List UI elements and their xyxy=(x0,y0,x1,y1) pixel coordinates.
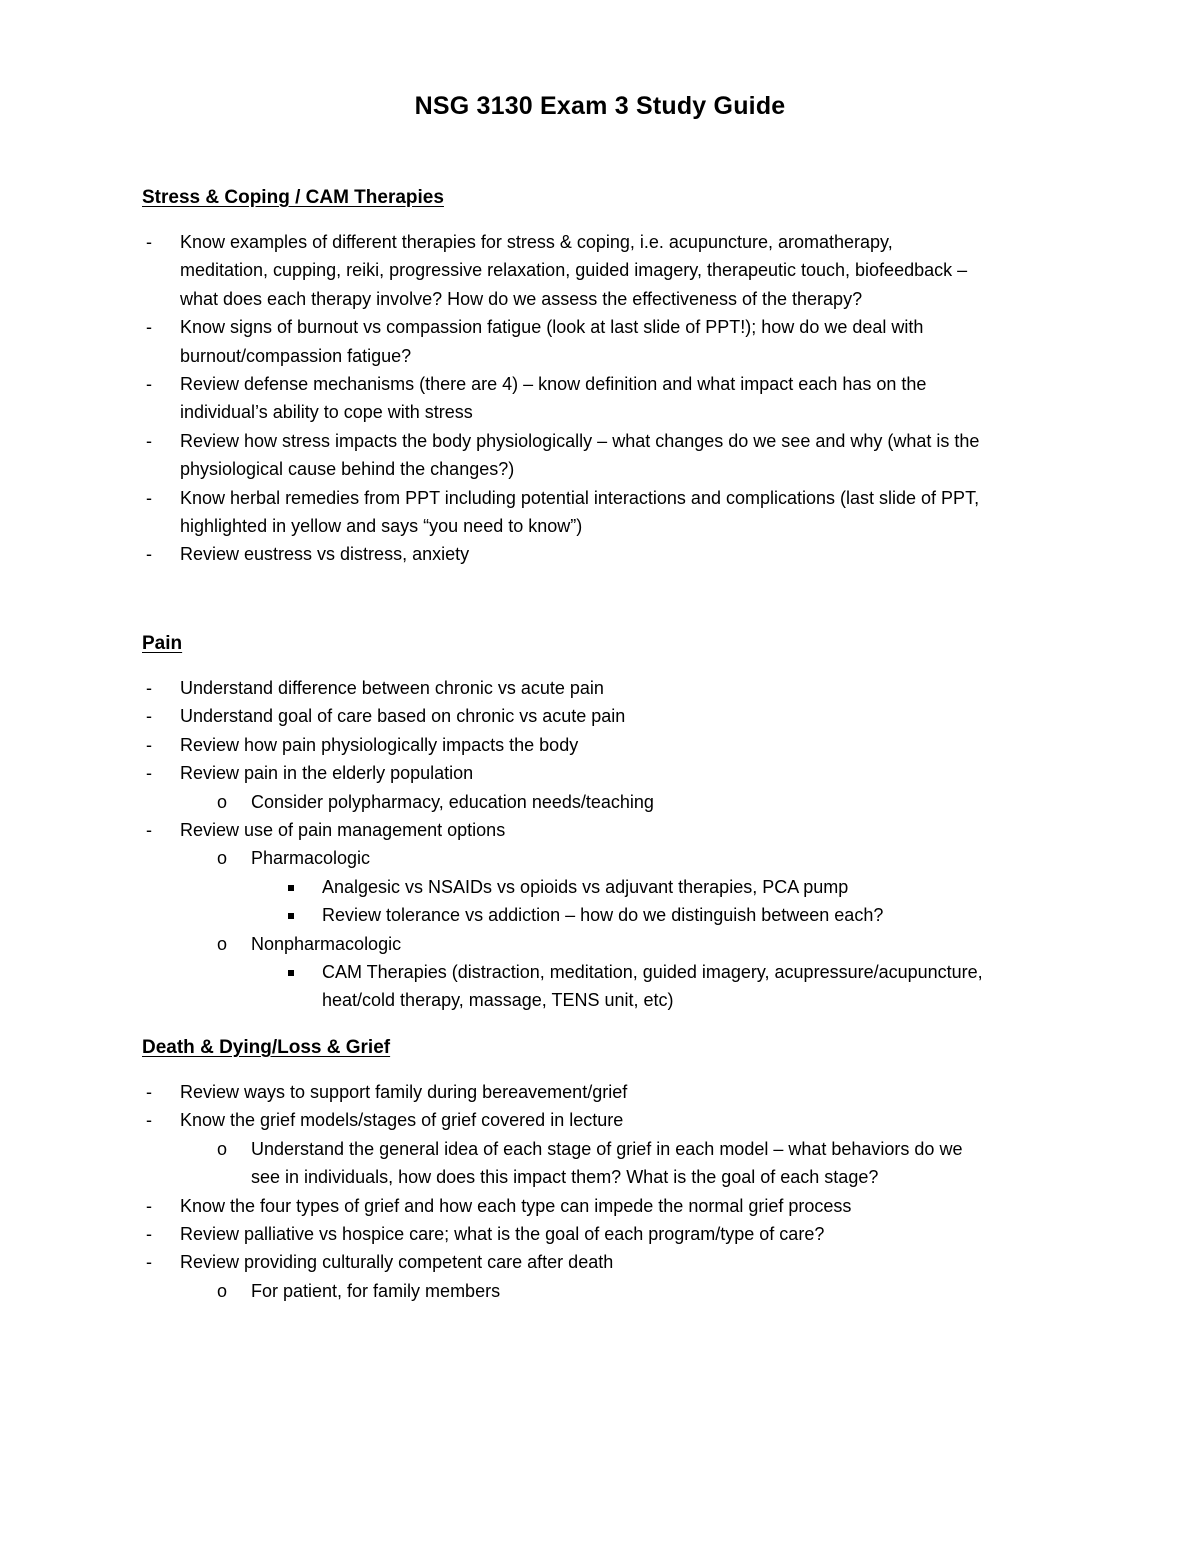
dash-bullet-icon: - xyxy=(146,430,152,451)
dash-bullet-icon: - xyxy=(146,1110,152,1131)
list-item-text: heat/cold therapy, massage, TENS unit, etc) xyxy=(322,990,674,1011)
list-item-text: see in individuals, how does this impact them? What is the goal of each stage? xyxy=(251,1167,879,1188)
dash-bullet-icon: - xyxy=(146,232,152,252)
list-item-text: CAM Therapies (distraction, meditation, guided imagery, acupressure/acupuncture, xyxy=(322,962,983,982)
circle-bullet-icon: o xyxy=(217,1280,228,1301)
list-item-text: Understand goal of care based on chronic vs acute pain xyxy=(180,706,626,727)
list-item-text: Understand difference between chronic vs acute pain xyxy=(180,678,604,698)
dash-bullet-icon: - xyxy=(146,1082,152,1102)
list-item-text: Review ways to support family during bereavement/grief xyxy=(180,1082,628,1102)
list-item-text: Review eustress vs distress, anxiety xyxy=(180,544,470,565)
dash-bullet-icon: - xyxy=(146,544,152,565)
list-item-text: Review providing culturally competent care after death xyxy=(180,1252,614,1273)
list-item-text: individual’s ability to cope with stress xyxy=(180,402,473,423)
section-heading: Death & Dying/Loss & Grief xyxy=(142,1037,391,1058)
list-item-text: Review use of pain management options xyxy=(180,820,506,840)
list-item-text: physiological cause behind the changes?) xyxy=(180,459,515,480)
list-item-text: Know the four types of grief and how each type can impede the normal grief process xyxy=(180,1195,852,1216)
list-item-text: meditation, cupping, reiki, progressive relaxation, guided imagery, therapeutic touch, biofeedback – xyxy=(180,260,968,281)
list-item-text: what does each therapy involve? How do we assess the effectiveness of the therapy? xyxy=(180,288,863,309)
list-item-text: Review defense mechanisms (there are 4) – know definition and what impact each has on the xyxy=(180,374,927,394)
square-bullet-icon xyxy=(288,913,294,919)
list-item-text: Pharmacologic xyxy=(251,848,371,869)
list-item-text: Review pain in the elderly population xyxy=(180,763,474,784)
list-item-text: Know the grief models/stages of grief covered in lecture xyxy=(180,1110,624,1131)
dash-bullet-icon: - xyxy=(146,734,152,755)
section-heading: Pain xyxy=(142,633,183,654)
list-item-text: Understand the general idea of each stage of grief in each model – what behaviors do we xyxy=(251,1138,963,1159)
dash-bullet-icon: - xyxy=(146,487,152,508)
circle-bullet-icon: o xyxy=(217,933,228,954)
dash-bullet-icon: - xyxy=(146,1195,152,1216)
dash-bullet-icon: - xyxy=(146,374,152,394)
dash-bullet-icon: - xyxy=(146,1252,152,1273)
dash-bullet-icon: - xyxy=(146,678,152,698)
list-item-text: Consider polypharmacy, education needs/teaching xyxy=(251,791,654,812)
list-item-text: highlighted in yellow and says “you need to know”) xyxy=(180,516,583,536)
list-item-text: Review how pain physiologically impacts the body xyxy=(180,734,579,755)
dash-bullet-icon: - xyxy=(146,763,152,784)
dash-bullet-icon: - xyxy=(146,706,152,727)
list-item-text: Nonpharmacologic xyxy=(251,933,402,954)
list-item-text: Review tolerance vs addiction – how do we distinguish between each? xyxy=(322,905,884,926)
list-item-text: Analgesic vs NSAIDs vs opioids vs adjuvant therapies, PCA pump xyxy=(322,876,849,897)
list-item-text: For patient, for family members xyxy=(251,1280,501,1301)
circle-bullet-icon: o xyxy=(217,848,228,869)
section-heading: Stress & Coping / CAM Therapies xyxy=(142,187,444,208)
list-item-text: Know signs of burnout vs compassion fatigue (look at last slide of PPT!); how do we deal with xyxy=(180,317,924,338)
list-item-text: Know herbal remedies from PPT including potential interactions and complications (last slide of PPT, xyxy=(180,487,980,508)
square-bullet-icon xyxy=(288,970,294,976)
list-item-text: burnout/compassion fatigue? xyxy=(180,345,412,366)
list-item-text: Know examples of different therapies for stress & coping, i.e. acupuncture, aromatherapy, xyxy=(180,232,893,252)
page-title: NSG 3130 Exam 3 Study Guide xyxy=(414,92,786,120)
list-item-text: Review how stress impacts the body physiologically – what changes do we see and why (what is the xyxy=(180,430,980,451)
circle-bullet-icon: o xyxy=(217,1138,228,1159)
circle-bullet-icon: o xyxy=(217,791,228,812)
dash-bullet-icon: - xyxy=(146,820,152,840)
dash-bullet-icon: - xyxy=(146,1224,152,1244)
square-bullet-icon xyxy=(288,885,294,891)
dash-bullet-icon: - xyxy=(146,317,152,338)
list-item-text: Review palliative vs hospice care; what is the goal of each program/type of care? xyxy=(180,1224,825,1244)
